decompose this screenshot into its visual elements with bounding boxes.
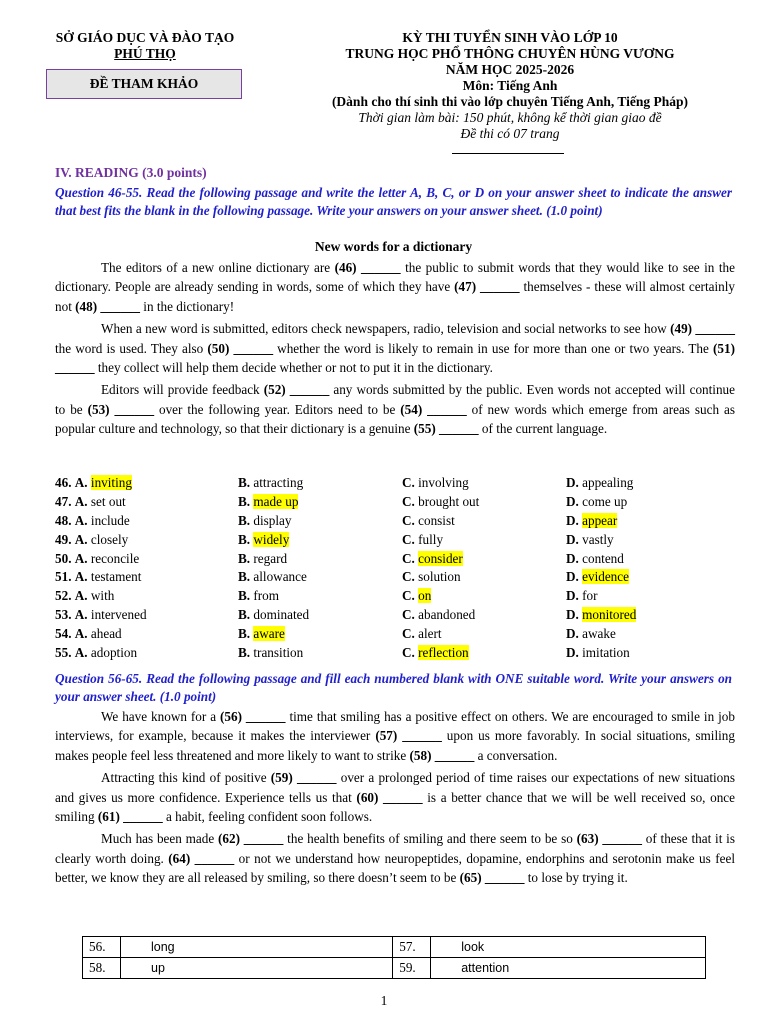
pages-note: Đề thi có 07 trang [460, 126, 560, 141]
option-text: ahead [90, 626, 122, 642]
option-letter: A. [74, 512, 88, 528]
option-b [238, 644, 402, 663]
subject: Môn: Tiếng Anh [462, 78, 558, 93]
highlighted-answer: made up [253, 493, 299, 509]
option-letter: C. [402, 493, 415, 509]
highlighted-answer: consider [418, 550, 463, 566]
paragraph [55, 707, 735, 765]
question-number: 51. [55, 569, 72, 585]
answer-number: 57. [393, 937, 431, 958]
option-letter: A. [74, 569, 88, 585]
highlighted-answer: on [418, 588, 432, 604]
question-56-65-instruction: Question 56-65. Read the following passage and fill each numbered blank with ONE suitable word. Write your answers on your answer sheet. (1.0 point) [55, 671, 732, 704]
option-a [55, 587, 238, 606]
option-letter: B. [238, 607, 251, 623]
option-d [566, 531, 730, 550]
text-run: The editors of a new online dictionary are [101, 260, 335, 275]
highlighted-answer: inviting [90, 475, 132, 490]
option-letter: D. [566, 569, 579, 585]
option-text: transition [253, 645, 304, 661]
option-letter: B. [238, 493, 251, 509]
option-a [55, 493, 238, 512]
exam-info-block [280, 30, 740, 142]
highlighted-answer: monitored [582, 607, 637, 623]
option-letter: C. [402, 475, 415, 490]
question-options-row [55, 512, 735, 531]
text-run: whether the word is likely to remain in use for more than one or two years. The [273, 340, 714, 356]
text-run: a conversation. [474, 747, 558, 763]
text-run: over the following year. Editors need to be [154, 401, 401, 417]
option-b [238, 474, 402, 493]
option-letter: B. [238, 645, 251, 661]
option-c [402, 474, 566, 493]
option-letter: C. [402, 607, 415, 623]
question-options-row [55, 606, 735, 625]
option-a [55, 474, 238, 493]
option-a [55, 606, 238, 625]
answer-value: long [121, 937, 393, 958]
reference-exam-badge: ĐỀ THAM KHẢO [46, 69, 242, 99]
paragraph [55, 258, 735, 316]
option-letter: A. [74, 531, 88, 547]
option-d [566, 587, 730, 606]
option-letter: C. [402, 512, 415, 528]
option-d [566, 568, 730, 587]
issuer-block [40, 30, 250, 62]
blank-marker: (50) ______ [207, 340, 274, 356]
option-text: allowance [253, 569, 307, 585]
blank-marker: (52) ______ [263, 382, 330, 398]
question-number: 53. [55, 607, 72, 623]
option-text: from [253, 588, 280, 604]
option-c [402, 625, 566, 644]
option-letter: D. [566, 588, 579, 604]
passage-smiling [55, 707, 735, 891]
option-b [238, 568, 402, 587]
answer-number: 59. [393, 958, 431, 979]
option-letter: C. [402, 531, 415, 547]
blank-marker: (51) ______ [55, 340, 735, 376]
option-letter: A. [74, 645, 88, 661]
option-text: include [90, 512, 130, 528]
text-run: is a better chance that we will be well received so, once smiling [55, 789, 735, 825]
option-letter: A. [74, 475, 88, 490]
option-text: abandoned [418, 607, 476, 623]
text-run: the word is used. They also [55, 340, 208, 356]
answer-value: attention [431, 958, 706, 979]
option-letter: D. [566, 626, 579, 642]
answer-table [82, 936, 706, 979]
question-number: 46. [55, 475, 72, 490]
option-letter: D. [566, 531, 579, 547]
option-text: brought out [418, 493, 480, 509]
multiple-choice-options [55, 474, 735, 663]
option-letter: D. [566, 607, 579, 623]
question-options-row [55, 568, 735, 587]
option-c [402, 606, 566, 625]
highlighted-answer: evidence [582, 569, 629, 585]
option-text: imitation [582, 645, 630, 661]
option-letter: B. [238, 512, 251, 528]
question-number: 47. [55, 493, 72, 509]
option-letter: B. [238, 626, 251, 642]
blank-marker: (61) ______ [97, 809, 163, 825]
option-a [55, 568, 238, 587]
table-row [83, 937, 706, 958]
blank-marker: (56) ______ [220, 709, 286, 724]
text-run: Attracting this kind of positive [101, 770, 271, 786]
highlighted-answer: aware [253, 626, 285, 642]
header-divider [452, 153, 564, 154]
option-text: adoption [90, 645, 138, 661]
text-run: When a new word is submitted, editors check newspapers, radio, television and social networks to see how [101, 321, 671, 337]
option-letter: A. [74, 550, 88, 566]
option-letter: D. [566, 550, 579, 566]
option-b [238, 512, 402, 531]
option-text: alert [418, 626, 442, 642]
blank-marker: (47) ______ [454, 279, 520, 295]
option-text: reconcile [90, 550, 140, 566]
option-d [566, 606, 730, 625]
province-name: PHÚ THỌ [114, 46, 176, 61]
option-text: fully [418, 531, 444, 547]
question-number: 49. [55, 531, 72, 547]
blank-marker: (55) ______ [413, 421, 479, 437]
question-number: 50. [55, 550, 72, 566]
option-b [238, 587, 402, 606]
text-run: a habit, feeling confident soon follows. [162, 809, 373, 825]
option-letter: B. [238, 550, 251, 566]
school-year: NĂM HỌC 2025-2026 [445, 62, 575, 77]
option-text: intervened [90, 607, 147, 623]
text-run: upon us more favorably. In social situations, smiling makes people feel less threatened and more likely to want to strike [55, 728, 735, 763]
answer-value: up [121, 958, 393, 979]
option-c [402, 512, 566, 531]
audience-note: (Dành cho thí sinh thi vào lớp chuyên Tiếng Anh, Tiếng Pháp) [331, 94, 689, 109]
option-b [238, 606, 402, 625]
blank-marker: (53) ______ [87, 401, 155, 417]
paragraph [55, 319, 735, 377]
option-text: involving [418, 475, 469, 490]
text-run: the public to submit words that they would like to see in the dictionary. People are already sending in words, some of which they have [55, 260, 735, 295]
blank-marker: (46) ______ [334, 260, 401, 275]
highlighted-answer: widely [253, 531, 290, 547]
option-d [566, 474, 730, 493]
text-run: We have known for a [101, 709, 221, 724]
text-run: to lose by trying it. [524, 870, 628, 886]
option-letter: A. [74, 626, 88, 642]
option-text: display [253, 512, 292, 528]
option-a [55, 550, 238, 569]
option-text: vastly [582, 531, 614, 547]
blank-marker: (54) ______ [400, 401, 467, 417]
answer-value: look [431, 937, 706, 958]
option-text: regard [253, 550, 288, 566]
highlighted-answer: reflection [418, 645, 469, 661]
option-text: come up [582, 493, 628, 509]
option-letter: C. [402, 588, 415, 604]
blank-marker: (48) ______ [75, 298, 140, 314]
option-c [402, 531, 566, 550]
option-d [566, 550, 730, 569]
text-run: of new words which emerge from areas such as popular culture and technology, so that their dictionary is a genuine [55, 401, 735, 437]
option-d [566, 493, 730, 512]
text-run: Much has been made [101, 831, 219, 847]
passage-dictionary [55, 258, 735, 442]
option-text: with [90, 588, 115, 604]
text-run: of these that it is clearly worth doing. [55, 831, 735, 866]
option-letter: C. [402, 626, 415, 642]
option-letter: D. [566, 493, 579, 509]
answer-number: 58. [83, 958, 121, 979]
exam-title-line-2: TRUNG HỌC PHỔ THÔNG CHUYÊN HÙNG VƯƠNG [345, 46, 675, 61]
option-c [402, 568, 566, 587]
table-row [83, 958, 706, 979]
paragraph [55, 829, 735, 887]
passage-title: New words for a dictionary [314, 239, 473, 254]
blank-marker: (63) ______ [576, 831, 642, 847]
option-text: for [582, 588, 598, 604]
option-letter: B. [238, 588, 251, 604]
option-a [55, 512, 238, 531]
question-number: 48. [55, 512, 72, 528]
text-run: themselves - these will almost certainly not [55, 279, 735, 314]
question-options-row [55, 625, 735, 644]
option-text: appealing [582, 475, 634, 490]
text-run: or not we understand how neuropeptides, dopamine, endorphins and serotonin make us feel better, we know they are all released by smiling, so there doesn’t seem to be [55, 850, 735, 886]
blank-marker: (49) ______ [670, 321, 735, 337]
option-c [402, 550, 566, 569]
department-name: SỞ GIÁO DỤC VÀ ĐÀO TẠO [55, 30, 235, 45]
option-text: awake [582, 626, 616, 642]
option-letter: B. [238, 531, 251, 547]
text-run: time that smiling has a positive effect on others. We are encouraged to smile in job interviews, for example, because it makes the interviewer [55, 709, 735, 744]
text-run: they collect will help them decide whether or not to put it in the dictionary. [94, 360, 493, 376]
text-run: of the current language. [478, 421, 608, 437]
question-number: 52. [55, 588, 72, 604]
option-b [238, 531, 402, 550]
option-text: attracting [253, 475, 304, 490]
option-text: dominated [253, 607, 310, 623]
option-text: consist [418, 512, 455, 528]
section-title: IV. READING (3.0 points) [55, 165, 207, 180]
text-run: Editors will provide feedback [101, 382, 264, 398]
page-number: 1 [380, 993, 388, 1008]
option-b [238, 625, 402, 644]
option-letter: C. [402, 645, 415, 661]
blank-marker: (65) ______ [459, 870, 525, 886]
option-a [55, 644, 238, 663]
option-text: contend [582, 550, 624, 566]
option-letter: D. [566, 645, 579, 661]
option-c [402, 493, 566, 512]
question-options-row [55, 644, 735, 663]
option-letter: D. [566, 475, 579, 490]
question-number: 54. [55, 626, 72, 642]
blank-marker: (59) ______ [270, 770, 337, 786]
option-letter: C. [402, 569, 415, 585]
paragraph [55, 768, 735, 826]
option-letter: A. [74, 493, 88, 509]
question-options-row [55, 531, 735, 550]
question-options-row [55, 587, 735, 606]
option-a [55, 625, 238, 644]
option-c [402, 644, 566, 663]
option-letter: B. [238, 569, 251, 585]
time-note: Thời gian làm bài: 150 phút, không kể thời gian giao đề [358, 110, 662, 125]
option-b [238, 550, 402, 569]
option-text: testament [90, 569, 142, 585]
highlighted-answer: appear [582, 512, 618, 528]
option-d [566, 644, 730, 663]
option-letter: D. [566, 512, 579, 528]
question-options-row [55, 493, 735, 512]
option-c [402, 587, 566, 606]
question-options-row [55, 550, 735, 569]
blank-marker: (57) ______ [375, 728, 442, 744]
option-text: set out [90, 493, 126, 509]
paragraph [55, 380, 735, 438]
option-d [566, 625, 730, 644]
option-text: closely [90, 531, 129, 547]
blank-marker: (58) ______ [409, 747, 475, 763]
question-options-row [55, 474, 735, 493]
text-run: the health benefits of smiling and there seem to be so [283, 831, 577, 847]
blank-marker: (64) ______ [168, 850, 235, 866]
text-run: in the dictionary! [140, 298, 235, 314]
option-letter: A. [74, 588, 88, 604]
option-text: solution [418, 569, 461, 585]
answer-number: 56. [83, 937, 121, 958]
blank-marker: (62) ______ [218, 831, 284, 847]
question-number: 55. [55, 645, 72, 661]
text-run: any words submitted by the public. Even words not accepted will continue to be [55, 382, 735, 417]
option-d [566, 512, 730, 531]
blank-marker: (60) ______ [356, 789, 423, 805]
option-letter: A. [74, 607, 88, 623]
option-letter: B. [238, 475, 251, 490]
option-letter: C. [402, 550, 415, 566]
option-b [238, 493, 402, 512]
option-a [55, 531, 238, 550]
text-run: over a prolonged period of time raises our expectations of new situations and gives us more confidence. Experience tells us that [55, 770, 735, 805]
question-46-55-instruction: Question 46-55. Read the following passage and write the letter A, B, C, or D on your answer sheet to indicate the answer that best fits the blank in the following passage. Write your answers on your answer sheet. (1.0 point) [55, 185, 732, 218]
exam-title-line-1: KỲ THI TUYỂN SINH VÀO LỚP 10 [402, 30, 618, 45]
